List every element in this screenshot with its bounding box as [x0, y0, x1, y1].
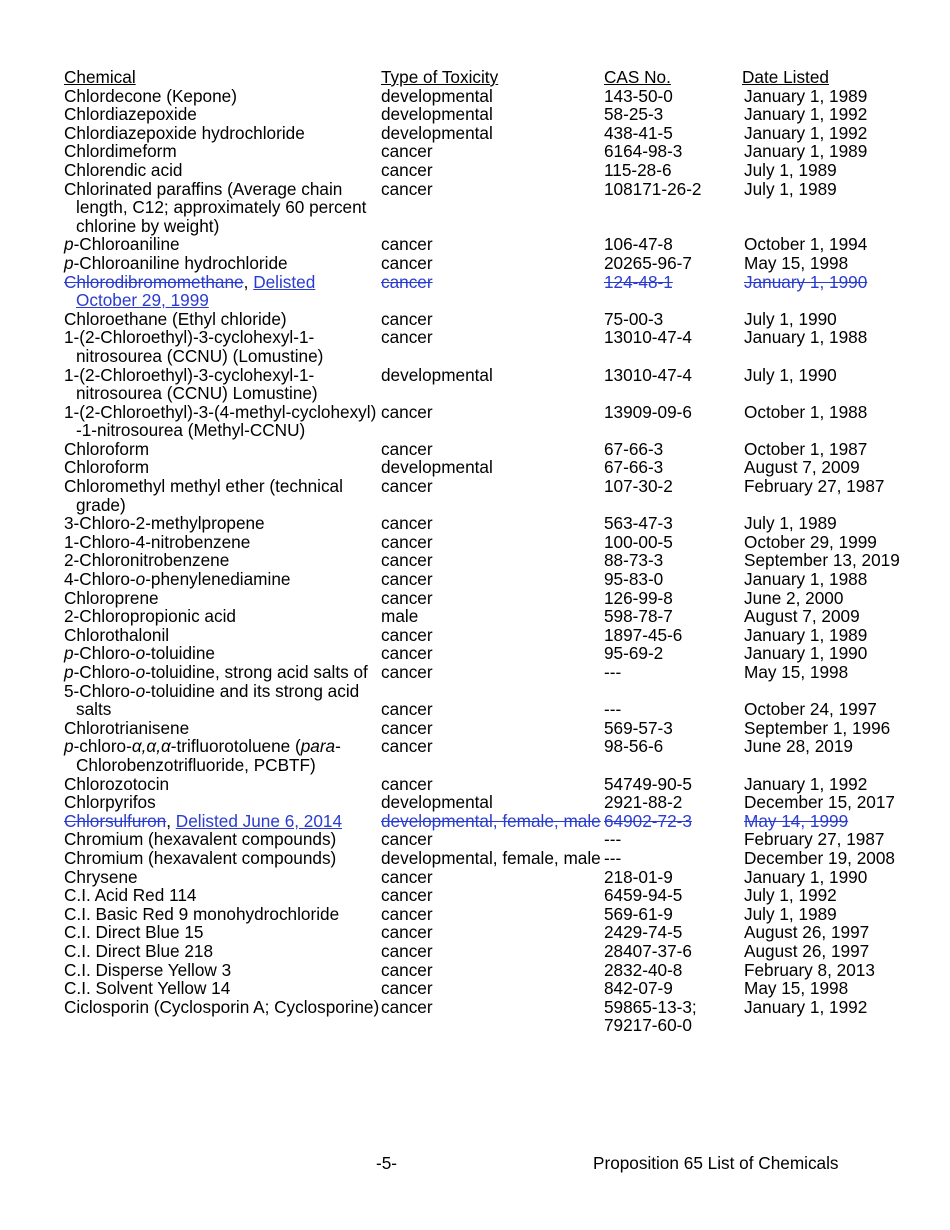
chemical-name: 2-Chloronitrobenzene	[64, 550, 230, 571]
cell-cas: 95-69-2	[604, 643, 664, 664]
table-row	[64, 830, 924, 849]
cell-toxicity: cancer	[381, 476, 433, 497]
chemical-name: Chloromethyl methyl ether (technical grade)	[64, 476, 343, 515]
table-row	[64, 923, 924, 942]
chemical-name: Chlordimeform	[64, 141, 177, 162]
delisted-chemical-name: Chlorodibromomethane	[64, 271, 244, 292]
chemical-name: 1-(2-Chloroethyl)-3-cyclohexyl-1-nitrosourea (CCNU) Lomustine)	[64, 364, 318, 404]
chemical-name: 1-(2-Chloroethyl)-3-cyclohexyl-1-nitrosourea (CCNU) (Lomustine)	[64, 327, 324, 366]
table-row	[64, 905, 924, 924]
cell-chemical	[64, 328, 381, 365]
table-row	[64, 886, 924, 905]
cell-toxicity: cancer	[381, 699, 433, 720]
cell-cas: 106-47-8	[604, 234, 673, 255]
cell-date: January 1, 1992	[744, 773, 868, 794]
cell-date: January 1, 1990	[744, 271, 868, 292]
chemical-name: 5-Chloro-o-toluidine and its strong acid salts	[64, 680, 360, 720]
cell-toxicity: cancer	[381, 438, 433, 459]
header-cas: CAS No.	[604, 67, 671, 87]
chemical-name: C.I. Disperse Yellow 3	[64, 959, 232, 980]
cell-chemical	[64, 551, 381, 570]
cell-toxicity: cancer	[381, 141, 433, 162]
chemical-name: Chlorothalonil	[64, 624, 170, 645]
table-row	[64, 793, 924, 812]
cell-date: January 1, 1992	[744, 996, 868, 1017]
cell-chemical	[64, 682, 381, 719]
cell-date: October 1, 1988	[744, 401, 868, 422]
cell-cas: ---	[604, 847, 622, 868]
cell-date: January 1, 1992	[744, 122, 868, 143]
page-number: -5-	[376, 1153, 398, 1173]
cell-date: January 1, 1989	[744, 141, 868, 162]
cell-toxicity: cancer	[381, 773, 433, 794]
table-row	[64, 626, 924, 645]
chemical-name: 2-Chloropropionic acid	[64, 606, 236, 627]
cell-toxicity: developmental, female, male	[381, 847, 601, 868]
cell-chemical	[64, 961, 381, 980]
cell-cas: 28407-37-6	[604, 940, 692, 961]
table-row	[64, 235, 924, 254]
cell-chemical	[64, 235, 381, 254]
cell-cas: 67-66-3	[604, 457, 664, 478]
chemical-name: Chlordiazepoxide	[64, 104, 197, 125]
table-row	[64, 812, 924, 831]
chemical-name: Chlorsulfuron, Delisted June 6, 2014	[64, 810, 343, 831]
cell-cas: 2832-40-8	[604, 959, 683, 980]
cell-toxicity: cancer	[381, 234, 433, 255]
cell-chemical	[64, 737, 381, 774]
table-row	[64, 979, 924, 998]
table-row	[64, 961, 924, 980]
cell-date: September 1, 1996	[744, 717, 891, 738]
cell-cas: 569-61-9	[604, 903, 673, 924]
chemical-table	[64, 68, 924, 1035]
cell-chemical	[64, 626, 381, 645]
cell-date: January 1, 1988	[744, 327, 868, 348]
chemical-name: Chloroform	[64, 457, 150, 478]
cell-chemical	[64, 273, 381, 310]
chemical-name: Chlorpyrifos	[64, 792, 156, 813]
table-row	[64, 607, 924, 626]
table-row	[64, 663, 924, 682]
cell-chemical	[64, 793, 381, 812]
chemical-name: 3-Chloro-2-methylpropene	[64, 513, 265, 534]
cell-chemical	[64, 533, 381, 552]
cell-date: October 29, 1999	[744, 531, 877, 552]
cell-date: July 1, 1992	[744, 885, 837, 906]
cell-cas: 100-00-5	[604, 531, 673, 552]
chemical-name: p-Chloro-o-toluidine, strong acid salts of	[64, 662, 368, 682]
cell-chemical	[64, 254, 381, 273]
cell-cas: 95-83-0	[604, 569, 664, 590]
cell-toxicity: developmental	[381, 364, 493, 385]
cell-toxicity: cancer	[381, 922, 433, 943]
cell-chemical	[64, 979, 381, 998]
cell-toxicity: cancer	[381, 624, 433, 645]
footer-title: Proposition 65 List of Chemicals	[593, 1153, 839, 1173]
cell-date: July 1, 1990	[744, 364, 837, 385]
cell-chemical	[64, 589, 381, 608]
table-row	[64, 514, 924, 533]
cell-cas: 64902-72-3	[604, 810, 692, 831]
table-row	[64, 533, 924, 552]
cell-cas: 67-66-3	[604, 438, 664, 459]
table-row	[64, 142, 924, 161]
chemical-name: C.I. Direct Blue 218	[64, 940, 214, 961]
cell-chemical	[64, 124, 381, 143]
header-date: Date Listed	[742, 67, 829, 87]
cell-cas: 2429-74-5	[604, 922, 683, 943]
chemical-name: Chrysene	[64, 866, 138, 887]
cell-cas: 2921-88-2	[604, 792, 683, 813]
chemical-name: Chloroform	[64, 438, 150, 459]
cell-date: August 26, 1997	[744, 922, 870, 943]
table-body	[64, 87, 924, 1035]
cell-toxicity: cancer	[381, 885, 433, 906]
table-row	[64, 868, 924, 887]
cell-date: October 24, 1997	[744, 699, 877, 720]
chemical-name: Chromium (hexavalent compounds)	[64, 847, 337, 868]
chemical-name: Ciclosporin (Cyclosporin A; Cyclosporine)	[64, 996, 380, 1017]
cell-toxicity: cancer	[381, 978, 433, 999]
cell-chemical	[64, 87, 381, 106]
chemical-name: Chloroprene	[64, 587, 159, 608]
delisted-note-link[interactable]: Delisted June 6, 2014	[175, 810, 343, 831]
cell-toxicity: cancer	[381, 159, 433, 180]
chemical-name: Chlorendic acid	[64, 159, 183, 180]
cell-cas: 13010-47-4	[604, 327, 692, 348]
table-row	[64, 589, 924, 608]
cell-cas: 126-99-8	[604, 587, 673, 608]
cell-cas: 13909-09-6	[604, 401, 692, 422]
cell-date: July 1, 1989	[744, 513, 837, 534]
cell-cas: 58-25-3	[604, 104, 664, 125]
table-row	[64, 477, 924, 514]
table-row	[64, 161, 924, 180]
cell-toxicity: cancer	[381, 829, 433, 850]
cell-cas: 13010-47-4	[604, 364, 692, 385]
cell-toxicity: cancer	[381, 996, 433, 1017]
cell-cas: 88-73-3	[604, 550, 664, 571]
cell-chemical	[64, 440, 381, 459]
cell-cas: 115-28-6	[604, 159, 672, 180]
table-row	[64, 775, 924, 794]
cell-chemical	[64, 403, 381, 440]
cell-date: May 14, 1999	[744, 810, 849, 831]
cell-cas: ---	[604, 829, 622, 850]
chemical-list	[64, 68, 924, 1035]
cell-toxicity: developmental, female, male	[381, 810, 601, 831]
cell-toxicity: male	[381, 606, 419, 627]
cell-date: July 1, 1989	[744, 903, 837, 924]
cell-chemical	[64, 998, 381, 1035]
cell-date: January 1, 1989	[744, 624, 868, 645]
cell-toxicity: developmental	[381, 104, 493, 125]
chemical-name: C.I. Direct Blue 15	[64, 922, 204, 943]
cell-date: August 7, 2009	[744, 606, 860, 627]
cell-chemical	[64, 161, 381, 180]
table-row	[64, 366, 924, 403]
cell-date: September 13, 2019	[744, 550, 900, 571]
cell-date: May 15, 1998	[744, 978, 849, 999]
chemical-name: Chlordecone (Kepone)	[64, 85, 237, 106]
chemical-name: C.I. Basic Red 9 monohydrochloride	[64, 903, 340, 924]
header-row	[64, 68, 924, 87]
cell-toxicity: developmental	[381, 85, 493, 106]
table-row	[64, 105, 924, 124]
cell-chemical	[64, 477, 381, 514]
chemical-name: Chlorotrianisene	[64, 717, 190, 738]
cell-cas: 20265-96-7	[604, 252, 692, 273]
cell-date: July 1, 1990	[744, 308, 837, 329]
cell-cas: 563-47-3	[604, 513, 673, 534]
cell-cas: 98-56-6	[604, 736, 664, 757]
cell-date: August 7, 2009	[744, 457, 860, 478]
cell-cas: 438-41-5	[604, 122, 673, 143]
cell-chemical	[64, 180, 381, 236]
table-row	[64, 328, 924, 365]
cell-date: June 28, 2019	[744, 736, 853, 757]
table-row	[64, 998, 924, 1035]
chemical-name: Chlorodibromomethane, Delisted October 29, 1999	[64, 271, 316, 311]
cell-toxicity: developmental	[381, 792, 493, 813]
cell-date: January 1, 1992	[744, 104, 868, 125]
cell-chemical	[64, 868, 381, 887]
cell-chemical	[64, 570, 381, 589]
table-row	[64, 682, 924, 719]
table-row	[64, 273, 924, 310]
cell-chemical	[64, 142, 381, 161]
cell-chemical	[64, 886, 381, 905]
table-row	[64, 310, 924, 329]
chemical-name: p-Chloro-o-toluidine	[64, 643, 215, 664]
cell-cas: 1897-45-6	[604, 624, 683, 645]
table-row	[64, 180, 924, 236]
cell-chemical	[64, 719, 381, 738]
cell-chemical	[64, 812, 381, 831]
cell-toxicity: cancer	[381, 271, 433, 292]
cell-cas: 842-07-9	[604, 978, 673, 999]
cell-toxicity: developmental	[381, 122, 493, 143]
cell-toxicity: cancer	[381, 866, 433, 887]
cell-toxicity: cancer	[381, 959, 433, 980]
header-toxicity: Type of Toxicity	[381, 67, 499, 87]
chemical-name: Chlorinated paraffins (Average chain length, C12; approximately 60 percent chlorine by weight)	[64, 178, 367, 236]
cell-cas: 124-48-1	[604, 271, 673, 292]
cell-date: December 19, 2008	[744, 847, 895, 868]
chemical-name: 1-(2-Chloroethyl)-3-(4-methyl-cyclohexyl) -1-nitrosourea (Methyl-CCNU)	[64, 401, 377, 441]
chemical-name: 1-Chloro-4-nitrobenzene	[64, 531, 251, 552]
cell-date: October 1, 1987	[744, 438, 868, 459]
table-row	[64, 849, 924, 868]
cell-cas: 6164-98-3	[604, 141, 683, 162]
cell-toxicity: cancer	[381, 736, 433, 757]
chemical-name: C.I. Acid Red 114	[64, 885, 197, 906]
cell-chemical	[64, 849, 381, 868]
cell-date: July 1, 1989	[744, 159, 837, 180]
cell-cas: 59865-13-3; 79217-60-0	[604, 996, 697, 1036]
cell-toxicity: cancer	[381, 587, 433, 608]
cell-date: July 1, 1989	[744, 178, 837, 199]
cell-toxicity: cancer	[381, 903, 433, 924]
table-row	[64, 551, 924, 570]
cell-cas: 218-01-9	[604, 866, 673, 887]
cell-cas: 107-30-2	[604, 476, 673, 497]
chemical-name: 4-Chloro-o-phenylenediamine	[64, 569, 291, 590]
table-row	[64, 570, 924, 589]
table-row	[64, 942, 924, 961]
cell-date: January 1, 1988	[744, 569, 868, 590]
cell-toxicity: cancer	[381, 401, 433, 422]
cell-chemical	[64, 830, 381, 849]
cell-cas: 143-50-0	[604, 85, 673, 106]
cell-chemical	[64, 942, 381, 961]
cell-toxicity: cancer	[381, 569, 433, 590]
cell-toxicity: cancer	[381, 327, 433, 348]
cell-chemical	[64, 905, 381, 924]
cell-date: August 26, 1997	[744, 940, 870, 961]
cell-toxicity: cancer	[381, 643, 433, 664]
cell-date: October 1, 1994	[744, 234, 868, 255]
cell-date: June 2, 2000	[744, 587, 844, 608]
cell-cas: ---	[604, 662, 622, 682]
cell-toxicity: cancer	[381, 513, 433, 534]
cell-toxicity: developmental	[381, 457, 493, 478]
table-row	[64, 737, 924, 774]
cell-cas: ---	[604, 699, 622, 720]
chemical-name: Chlorozotocin	[64, 773, 170, 794]
chemical-name: Chlordiazepoxide hydrochloride	[64, 122, 305, 143]
cell-toxicity: cancer	[381, 717, 433, 738]
delisted-chemical-name: Chlorsulfuron	[64, 810, 167, 831]
cell-date: January 1, 1990	[744, 643, 868, 664]
cell-toxicity: cancer	[381, 550, 433, 571]
cell-chemical	[64, 644, 381, 663]
cell-date: May 15, 1998	[744, 662, 849, 682]
cell-cas: 598-78-7	[604, 606, 673, 627]
cell-chemical	[64, 458, 381, 477]
cell-cas: 6459-94-5	[604, 885, 683, 906]
chemical-name: C.I. Solvent Yellow 14	[64, 978, 231, 999]
cell-toxicity: cancer	[381, 308, 433, 329]
chemical-name: p-Chloroaniline hydrochloride	[64, 252, 288, 273]
chemical-name: p-Chloroaniline	[64, 234, 180, 255]
cell-date: January 1, 1989	[744, 85, 868, 106]
table-row	[64, 124, 924, 143]
cell-toxicity: cancer	[381, 252, 433, 273]
cell-chemical	[64, 607, 381, 626]
cell-toxicity: cancer	[381, 531, 433, 552]
cell-date: January 1, 1990	[744, 866, 868, 887]
cell-cas: 75-00-3	[604, 308, 664, 329]
table-row	[64, 254, 924, 273]
cell-chemical	[64, 775, 381, 794]
delisted-note-link[interactable]: Delisted October 29, 1999	[76, 271, 316, 311]
cell-cas: 569-57-3	[604, 717, 673, 738]
cell-chemical	[64, 366, 381, 403]
cell-date: February 27, 1987	[744, 829, 885, 850]
cell-date: February 8, 2013	[744, 959, 875, 980]
cell-toxicity: cancer	[381, 940, 433, 961]
chemical-name: Chromium (hexavalent compounds)	[64, 829, 337, 850]
header-chemical: Chemical	[64, 67, 136, 87]
table-row	[64, 458, 924, 477]
cell-toxicity: cancer	[381, 178, 433, 199]
table-row	[64, 719, 924, 738]
cell-cas: 108171-26-2	[604, 178, 702, 199]
cell-chemical	[64, 310, 381, 329]
cell-toxicity: cancer	[381, 662, 433, 682]
chemical-name: Chloroethane (Ethyl chloride)	[64, 308, 287, 329]
table-row	[64, 87, 924, 106]
table-row	[64, 644, 924, 663]
cell-cas: 54749-90-5	[604, 773, 692, 794]
cell-chemical	[64, 514, 381, 533]
cell-chemical	[64, 663, 381, 682]
cell-date: December 15, 2017	[744, 792, 895, 813]
chemical-name: p-chloro-α,α,α-trifluorotoluene (para-Chlorobenzotrifluoride, PCBTF)	[64, 736, 341, 775]
cell-date: February 27, 1987	[744, 476, 885, 497]
table-row	[64, 403, 924, 440]
cell-chemical	[64, 923, 381, 942]
cell-chemical	[64, 105, 381, 124]
cell-date: May 15, 1998	[744, 252, 849, 273]
table-row	[64, 440, 924, 459]
